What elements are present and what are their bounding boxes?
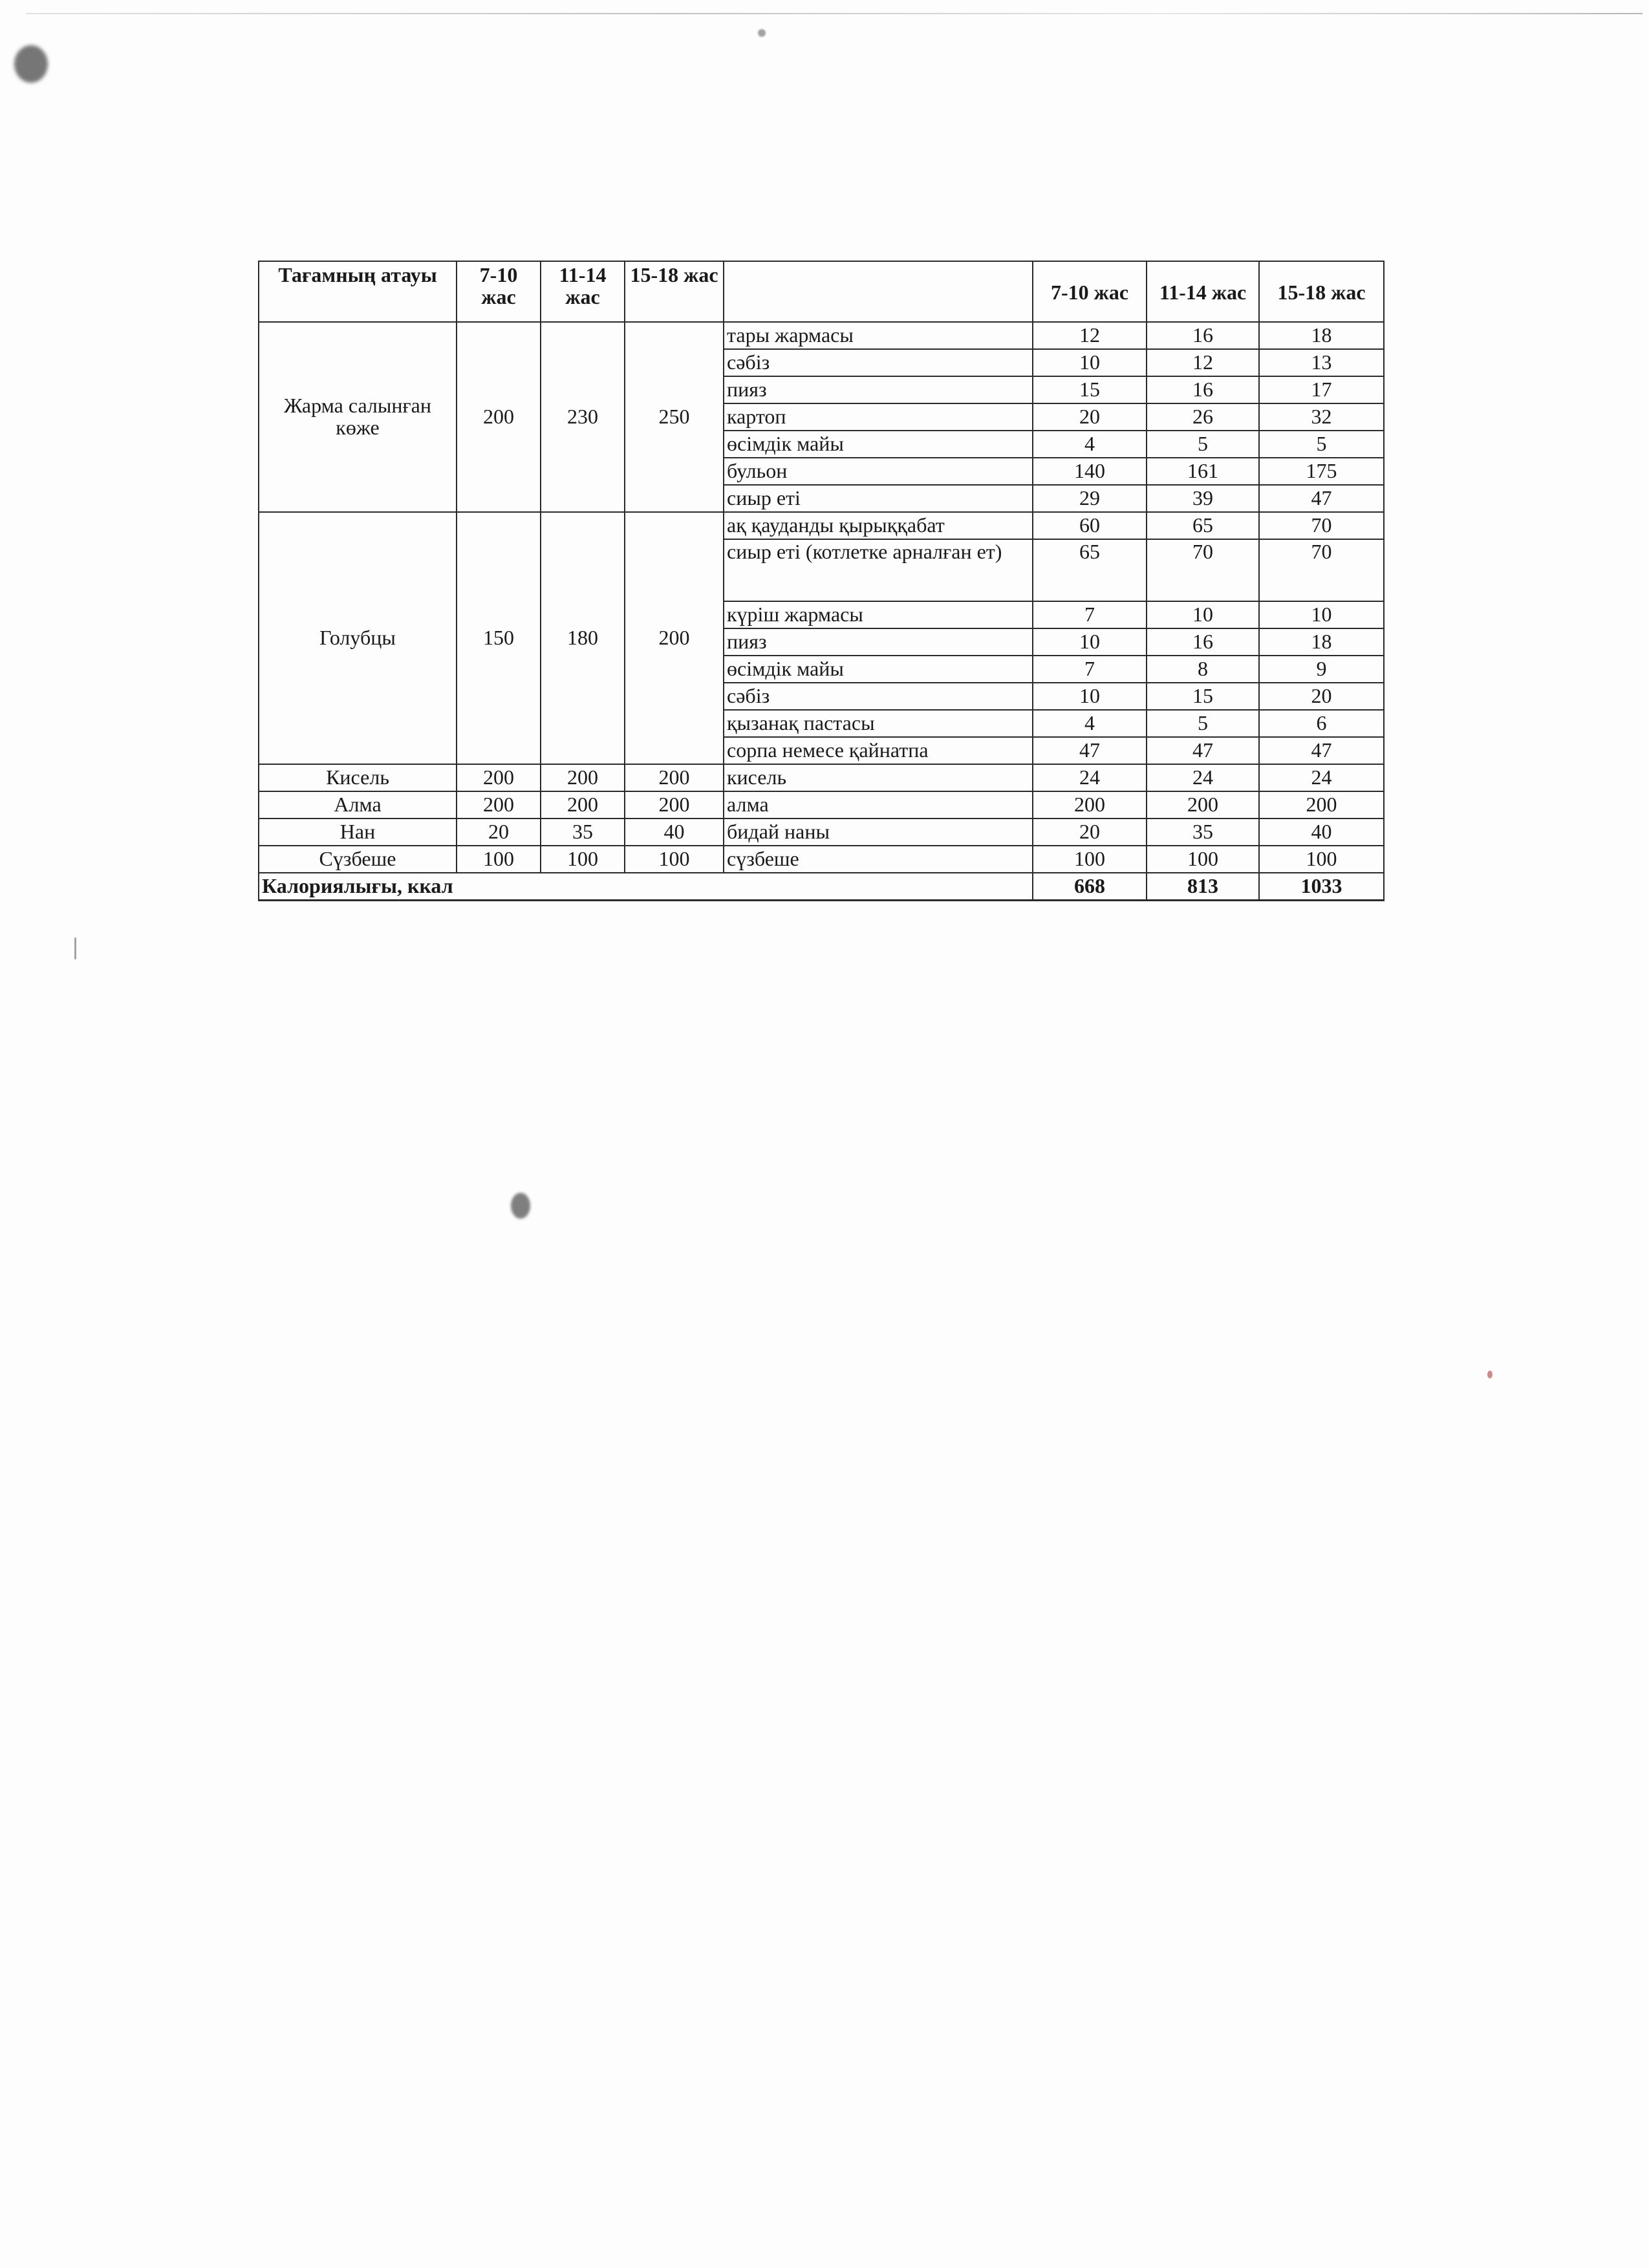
ingredient-value-cell: 60 <box>1033 512 1147 539</box>
dish-name-cell: Сүзбеше <box>259 846 457 873</box>
ingredient-value-cell: 32 <box>1259 403 1384 431</box>
dish-name-header: Тағамның атауы <box>259 261 457 322</box>
ingredient-value-cell: 161 <box>1147 458 1259 485</box>
ingredient-value-cell: 47 <box>1259 737 1384 764</box>
ingredient-name-cell: күріш жармасы <box>724 601 1033 628</box>
ingredient-age-header: 7-10 жас <box>1033 261 1147 322</box>
ingredient-value-cell: 17 <box>1259 376 1384 403</box>
ingredient-value-cell: 5 <box>1147 710 1259 737</box>
total-value-cell: 668 <box>1033 873 1147 901</box>
portion-cell: 100 <box>625 846 724 873</box>
ingredient-name-cell: сәбіз <box>724 349 1033 376</box>
ingredient-value-cell: 47 <box>1259 485 1384 512</box>
ingredient-value-cell: 200 <box>1147 791 1259 818</box>
ingredient-value-cell: 7 <box>1033 601 1147 628</box>
total-value-cell: 1033 <box>1259 873 1384 901</box>
ingredient-value-cell: 7 <box>1033 656 1147 683</box>
portion-cell: 200 <box>625 512 724 764</box>
ingredient-value-cell: 35 <box>1147 818 1259 846</box>
ingredient-value-cell: 200 <box>1033 791 1147 818</box>
total-row <box>259 873 1384 901</box>
ingredient-value-cell: 140 <box>1033 458 1147 485</box>
scan-mark <box>74 937 76 959</box>
ingredient-name-cell: алма <box>724 791 1033 818</box>
ingredient-value-cell: 4 <box>1033 710 1147 737</box>
ingredient-value-cell: 15 <box>1147 683 1259 710</box>
ingredient-value-cell: 5 <box>1259 431 1384 458</box>
scan-dot <box>758 29 766 37</box>
portion-cell: 200 <box>541 764 625 791</box>
portion-cell: 200 <box>541 791 625 818</box>
ingredient-value-cell: 4 <box>1033 431 1147 458</box>
portion-cell: 200 <box>625 764 724 791</box>
ingredient-value-cell: 20 <box>1033 403 1147 431</box>
dish-age-header: 7-10 жас <box>457 261 541 322</box>
ingredient-name-cell: сорпа немесе қайнатпа <box>724 737 1033 764</box>
ingredient-name-cell: пияз <box>724 376 1033 403</box>
ingredient-value-cell: 16 <box>1147 322 1259 349</box>
ingredient-value-cell: 175 <box>1259 458 1384 485</box>
table-row <box>259 322 1384 349</box>
ingredient-name-cell: бидай наны <box>724 818 1033 846</box>
table-row <box>259 846 1384 873</box>
portion-cell: 200 <box>457 764 541 791</box>
ingredient-value-cell: 10 <box>1147 601 1259 628</box>
scan-edge-line <box>26 13 1643 14</box>
ingredient-name-cell: кисель <box>724 764 1033 791</box>
ingredient-value-cell: 70 <box>1147 539 1259 601</box>
portion-cell: 180 <box>541 512 625 764</box>
ingredient-value-cell: 16 <box>1147 628 1259 656</box>
ingredient-name-cell: сиыр еті <box>724 485 1033 512</box>
ingredient-name-cell: сәбіз <box>724 683 1033 710</box>
ingredient-name-cell: өсімдік майы <box>724 431 1033 458</box>
ingredient-value-cell: 13 <box>1259 349 1384 376</box>
ingredient-value-cell: 5 <box>1147 431 1259 458</box>
scan-smudge <box>14 45 48 83</box>
ingredient-value-cell: 6 <box>1259 710 1384 737</box>
ingredient-value-cell: 24 <box>1259 764 1384 791</box>
ingredient-age-header: 15-18 жас <box>1259 261 1384 322</box>
scan-smudge <box>511 1193 530 1219</box>
ingredient-value-cell: 10 <box>1033 683 1147 710</box>
ingredient-header-blank <box>724 261 1033 322</box>
ingredient-value-cell: 8 <box>1147 656 1259 683</box>
ingredient-value-cell: 100 <box>1259 846 1384 873</box>
ingredient-value-cell: 18 <box>1259 322 1384 349</box>
ingredient-value-cell: 16 <box>1147 376 1259 403</box>
ingredient-age-header: 11-14 жас <box>1147 261 1259 322</box>
portion-cell: 100 <box>541 846 625 873</box>
ingredient-name-cell: сүзбеше <box>724 846 1033 873</box>
portion-cell: 35 <box>541 818 625 846</box>
ingredient-name-cell: өсімдік майы <box>724 656 1033 683</box>
dish-name-cell: Голубцы <box>259 512 457 764</box>
ingredient-value-cell: 100 <box>1033 846 1147 873</box>
ingredient-value-cell: 10 <box>1033 349 1147 376</box>
ingredient-value-cell: 39 <box>1147 485 1259 512</box>
dish-age-header: 15-18 жас <box>625 261 724 322</box>
dish-name-cell: Алма <box>259 791 457 818</box>
ingredient-value-cell: 65 <box>1033 539 1147 601</box>
total-label: Калориялығы, ккал <box>259 873 1033 901</box>
ingredient-value-cell: 70 <box>1259 539 1384 601</box>
table-row <box>259 764 1384 791</box>
ingredient-name-cell: бульон <box>724 458 1033 485</box>
ingredient-value-cell: 15 <box>1033 376 1147 403</box>
ingredient-name-cell: сиыр еті (котлетке арналған ет) <box>724 539 1033 601</box>
ingredient-value-cell: 100 <box>1147 846 1259 873</box>
ingredient-value-cell: 12 <box>1147 349 1259 376</box>
portion-cell: 250 <box>625 322 724 512</box>
ingredient-value-cell: 65 <box>1147 512 1259 539</box>
ingredient-value-cell: 40 <box>1259 818 1384 846</box>
ingredient-name-cell: картоп <box>724 403 1033 431</box>
portion-cell: 230 <box>541 322 625 512</box>
ingredient-value-cell: 70 <box>1259 512 1384 539</box>
portion-cell: 40 <box>625 818 724 846</box>
table-row <box>259 512 1384 539</box>
ingredient-name-cell: қызанақ пастасы <box>724 710 1033 737</box>
ingredient-value-cell: 26 <box>1147 403 1259 431</box>
portion-cell: 200 <box>457 322 541 512</box>
portion-cell: 20 <box>457 818 541 846</box>
dish-name-cell: Жарма салынған көже <box>259 322 457 512</box>
dish-age-header: 11-14 жас <box>541 261 625 322</box>
portion-cell: 150 <box>457 512 541 764</box>
menu-table <box>258 261 1385 901</box>
ingredient-value-cell: 47 <box>1033 737 1147 764</box>
dish-name-cell: Кисель <box>259 764 457 791</box>
ingredient-name-cell: ақ қауданды қырыққабат <box>724 512 1033 539</box>
header-row <box>259 261 1384 322</box>
ingredient-name-cell: пияз <box>724 628 1033 656</box>
ingredient-value-cell: 200 <box>1259 791 1384 818</box>
ingredient-value-cell: 9 <box>1259 656 1384 683</box>
ingredient-value-cell: 20 <box>1033 818 1147 846</box>
ingredient-value-cell: 20 <box>1259 683 1384 710</box>
ingredient-value-cell: 24 <box>1147 764 1259 791</box>
scan-mark <box>1487 1371 1493 1378</box>
ingredient-value-cell: 18 <box>1259 628 1384 656</box>
portion-cell: 100 <box>457 846 541 873</box>
ingredient-value-cell: 10 <box>1033 628 1147 656</box>
dish-name-cell: Нан <box>259 818 457 846</box>
ingredient-value-cell: 12 <box>1033 322 1147 349</box>
ingredient-value-cell: 10 <box>1259 601 1384 628</box>
table-row <box>259 791 1384 818</box>
total-value-cell: 813 <box>1147 873 1259 901</box>
ingredient-value-cell: 24 <box>1033 764 1147 791</box>
portion-cell: 200 <box>457 791 541 818</box>
ingredient-value-cell: 29 <box>1033 485 1147 512</box>
ingredient-value-cell: 47 <box>1147 737 1259 764</box>
portion-cell: 200 <box>625 791 724 818</box>
ingredient-name-cell: тары жармасы <box>724 322 1033 349</box>
table-row <box>259 818 1384 846</box>
